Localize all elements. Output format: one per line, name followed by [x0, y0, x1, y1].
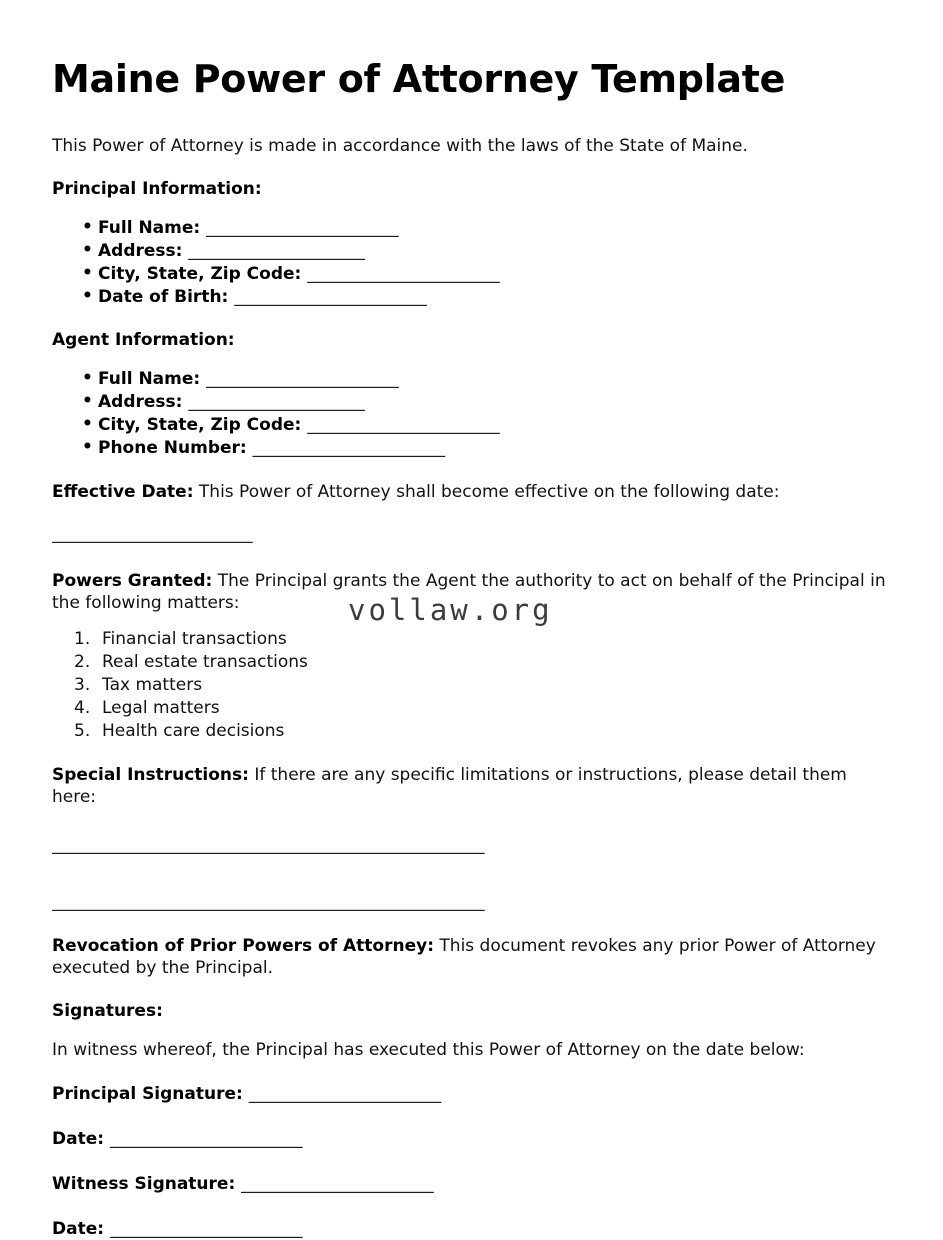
special-instructions-paragraph: [52, 764, 891, 808]
site-watermark: vollaw.org: [348, 593, 553, 627]
intro-paragraph: This Power of Attorney is made in accordance with the laws of the State of Maine.: [52, 135, 748, 156]
field-label: City, State, Zip Code:: [98, 415, 302, 436]
signature-blank[interactable]: ________________________: [109, 1219, 302, 1240]
principal-information-fields: [52, 217, 891, 308]
signature-line-witness: [52, 1173, 891, 1195]
list-item: Legal matters: [102, 698, 220, 719]
field-label: Address:: [98, 240, 183, 261]
special-instructions-blank-1[interactable]: ______________________________________________________: [52, 835, 484, 856]
list-item: Financial transactions: [102, 628, 287, 649]
field-label: Full Name:: [98, 369, 201, 390]
revocation-paragraph: [52, 935, 891, 979]
special-instructions-lead: Special Instructions:: [52, 765, 249, 786]
field-blank[interactable]: ________________________: [307, 263, 500, 284]
revocation-lead: Revocation of Prior Powers of Attorney:: [52, 935, 435, 956]
signature-label: Date:: [52, 1219, 105, 1240]
effective-date-lead: Effective Date:: [52, 482, 194, 503]
powers-granted-paragraph: [52, 570, 891, 614]
page-title: Maine Power of Attorney Template: [52, 57, 786, 101]
special-instructions-blank-2[interactable]: ______________________________________________________: [52, 891, 484, 912]
effective-date-blank[interactable]: _________________________: [52, 524, 252, 545]
field-label: Address:: [98, 392, 183, 413]
field-label: Date of Birth:: [98, 286, 229, 307]
powers-granted-list: [52, 628, 891, 742]
signature-label: Principal Signature:: [52, 1083, 243, 1104]
principal-information-heading: Principal Information:: [52, 178, 262, 199]
powers-granted-body: The Principal grants the Agent the authority to act on behalf of the Principal in the following matters:: [52, 570, 886, 613]
field-blank[interactable]: ________________________: [252, 438, 445, 459]
list-item: Real estate transactions: [102, 651, 308, 672]
powers-granted-lead: Powers Granted:: [52, 570, 213, 591]
signature-line-principal-date: [52, 1128, 891, 1150]
signature-line-witness-date: [52, 1218, 891, 1240]
field-label: City, State, Zip Code:: [98, 263, 302, 284]
effective-date-body: This Power of Attorney shall become effective on the following date:: [193, 482, 780, 503]
signature-blank[interactable]: ________________________: [241, 1174, 434, 1195]
field-label: Phone Number:: [98, 438, 247, 459]
field-blank[interactable]: ______________________: [188, 392, 365, 413]
signature-blank[interactable]: ________________________: [248, 1083, 441, 1104]
field-agent-address: [82, 391, 891, 413]
agent-information-fields: [52, 368, 891, 459]
field-principal-address: [82, 240, 891, 262]
revocation-body: This document revokes any prior Power of Attorney executed by the Principal.: [52, 935, 876, 978]
special-instructions-body: If there are any specific limitations or instructions, please detail them here:: [52, 765, 847, 808]
field-agent-phone-number: [82, 437, 891, 459]
agent-information-heading: Agent Information:: [52, 330, 235, 351]
list-item: Health care decisions: [102, 721, 285, 742]
signature-line-principal: [52, 1083, 891, 1105]
field-principal-city-state-zip: [82, 263, 891, 285]
signatures-heading: Signatures:: [52, 1000, 163, 1021]
field-label: Full Name:: [98, 217, 201, 238]
field-blank[interactable]: ________________________: [234, 286, 427, 307]
witness-statement: In witness whereof, the Principal has executed this Power of Attorney on the date below:: [52, 1039, 805, 1060]
list-item: Tax matters: [102, 674, 203, 695]
signature-label: Witness Signature:: [52, 1174, 236, 1195]
field-blank[interactable]: ________________________: [206, 217, 399, 238]
signature-blank[interactable]: ________________________: [109, 1128, 302, 1149]
field-agent-full-name: [82, 368, 891, 390]
field-agent-city-state-zip: [82, 414, 891, 436]
field-blank[interactable]: ________________________: [307, 415, 500, 436]
field-blank[interactable]: ________________________: [206, 369, 399, 390]
effective-date-paragraph: [52, 481, 891, 503]
field-blank[interactable]: ______________________: [188, 240, 365, 261]
field-principal-date-of-birth: [82, 286, 891, 308]
field-principal-full-name: [82, 217, 891, 239]
signature-label: Date:: [52, 1128, 105, 1149]
